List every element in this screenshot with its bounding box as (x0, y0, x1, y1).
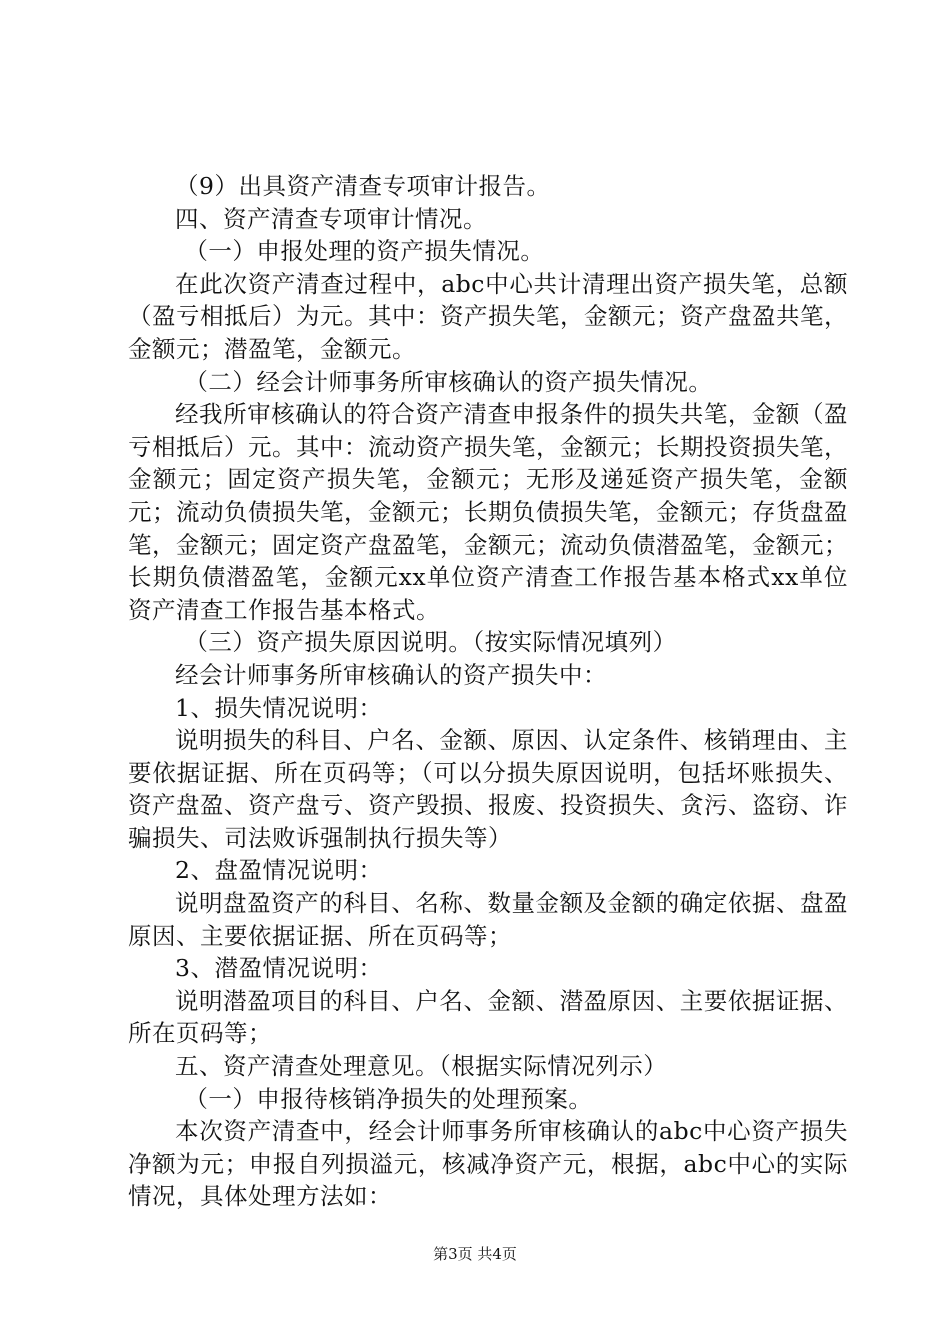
paragraph-loss-description: 说明损失的科目、户名、金额、原因、认定条件、核销理由、主要依据证据、所在页码等；（可以分损失原因说明，包括坏账损失、资产盘盈、资产盘亏、资产毁损、报废、投资损失、贪污、盗窃、诈骗损失、司法败诉强制执行损失等） (128, 726, 848, 852)
list-heading-loss: 1、损失情况说明： (175, 693, 383, 722)
subsection-heading-2: （二）经会计师事务所审核确认的资产损失情况。 (184, 367, 713, 396)
paragraph-confirmed-losses: 经我所审核确认的符合资产清查申报条件的损失共笔，金额（盈亏相抵后）元。其中：流动资产损失笔，金额元；长期投资损失笔，金额元；固定资产损失笔，金额元；无形及递延资产损失笔，金额元；流动负债损失笔，金额元；长期负债损失笔，金额元；存货盘盈笔，金额元；固定资产盘盈笔，金额元；流动负债潜盈笔，金额元；长期负债潜盈笔，金额元xx单位资产清查工作报告基本格式xx单位资产清查工作报告基本格式。 (128, 400, 848, 624)
paragraph-latent-surplus-description: 说明潜盈项目的科目、户名、金额、潜盈原因、主要依据证据、所在页码等； (128, 986, 848, 1048)
paragraph-surplus-description: 说明盘盈资产的科目、名称、数量金额及金额的确定依据、盘盈原因、主要依据证据、所在页码等； (128, 889, 848, 950)
list-heading-latent-surplus: 3、潜盈情况说明： (175, 954, 383, 983)
section-heading-4: 四、资产清查专项审计情况。 (175, 204, 487, 233)
paragraph-confirmed-intro: 经会计师事务所审核确认的资产损失中： (175, 660, 607, 689)
list-heading-surplus: 2、盘盈情况说明： (175, 856, 383, 885)
page-number-label: 第3页 共4页 (433, 1245, 517, 1263)
paragraph-handling-plan: 本次资产清查中，经会计师事务所审核确认的abc中心资产损失净额为元；申报自列损溢元，核减净资产元，根据，abc中心的实际情况，具体处理方法如： (128, 1117, 848, 1211)
subsection-heading-1: （一）申报处理的资产损失情况。 (184, 237, 545, 266)
subsection-heading-5-1: （一）申报待核销净损失的处理预案。 (184, 1084, 593, 1113)
document-body (128, 170, 848, 1213)
page-footer (0, 1244, 950, 1264)
section-heading-5: 五、资产清查处理意见。（根据实际情况列示） (175, 1052, 668, 1081)
paragraph-item-9: （9）出具资产清查专项审计报告。 (175, 172, 551, 200)
subsection-heading-3: （三）资产损失原因说明。（按实际情况填列） (184, 628, 677, 657)
paragraph-declared-losses: 在此次资产清查过程中，abc中心共计清理出资产损失笔，总额（盈亏相抵后）为元。其中：资产损失笔，金额元；资产盘盈共笔，金额元；潜盈笔，金额元。 (128, 269, 848, 363)
